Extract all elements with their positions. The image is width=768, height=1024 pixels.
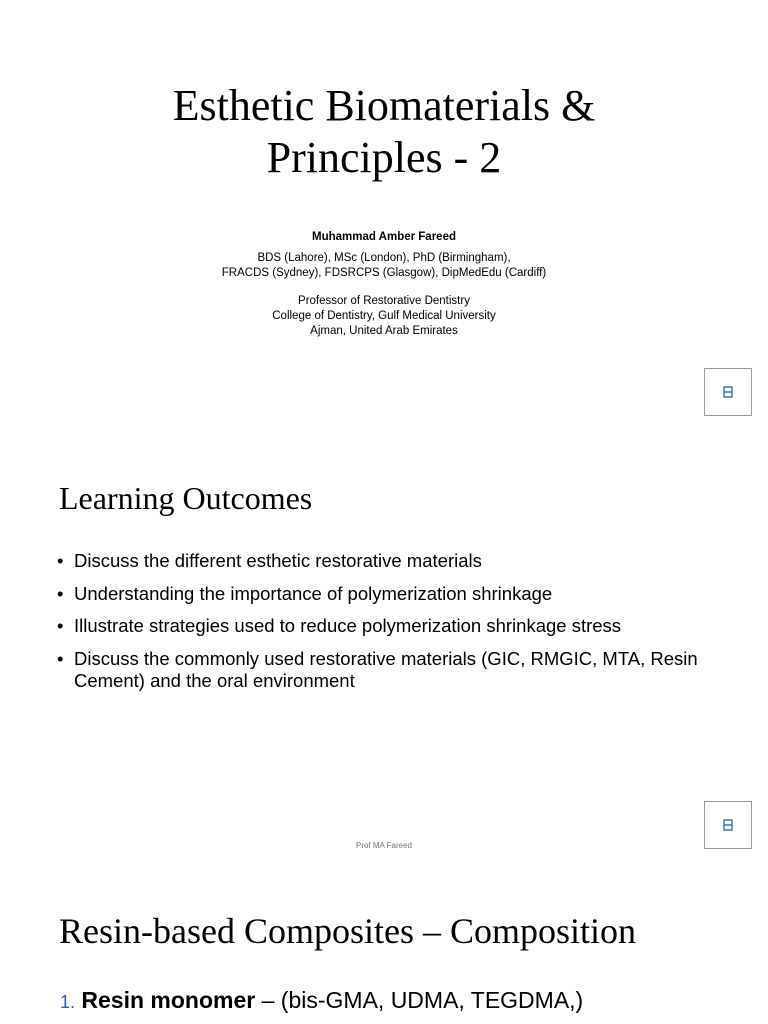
- title-line-1: Esthetic Biomaterials &: [172, 81, 596, 130]
- learning-outcomes-list: [57, 550, 717, 702]
- outcome-text: Discuss the different esthetic restorative materials: [74, 550, 482, 571]
- slide-1-notes-button[interactable]: [704, 368, 752, 416]
- bullet: •: [57, 615, 64, 636]
- slide-2-notes-button[interactable]: [704, 801, 752, 849]
- list-item: [57, 583, 717, 605]
- author-block: [0, 230, 768, 339]
- bullet: •: [57, 550, 64, 571]
- list-item: [57, 615, 717, 637]
- composition-heading: Resin-based Composites – Composition: [59, 911, 637, 951]
- learning-outcomes-heading: Learning Outcomes: [59, 480, 313, 516]
- notes-box-icon: [722, 386, 734, 398]
- outcome-text: Illustrate strategies used to reduce polymerization shrinkage stress: [74, 615, 622, 636]
- item-detail: – (bis-GMA, UDMA, TEGDMA,): [255, 987, 584, 1013]
- bullet: •: [57, 647, 64, 669]
- slide-title: [0, 80, 768, 184]
- slide-1: [0, 0, 768, 430]
- position-title: Professor of Restorative Dentistry: [298, 295, 470, 307]
- outcome-text: Discuss the commonly used restorative materials (GIC, RMGIC, MTA, Resin Cement) and the oral environment: [74, 647, 698, 691]
- list-item: [57, 550, 717, 572]
- affiliation: [0, 294, 768, 339]
- institution: College of Dentistry, Gulf Medical University: [272, 310, 496, 322]
- outcome-text: Understanding the importance of polymerization shrinkage: [74, 582, 553, 604]
- composition-item-1: [60, 985, 583, 1017]
- item-term: Resin monomer: [81, 987, 256, 1013]
- notes-box-icon: [722, 819, 734, 831]
- list-item: [57, 648, 717, 692]
- bullet: •: [57, 582, 64, 604]
- slide-footer: Prof MA Fareed: [355, 841, 413, 850]
- author-name: Muhammad Amber Fareed: [312, 231, 456, 243]
- title-line-2: Principles - 2: [266, 133, 502, 182]
- degrees-line-2: FRACDS (Sydney), FDSRCPS (Glasgow), DipMedEdu (Cardiff): [221, 267, 547, 279]
- location: Ajman, United Arab Emirates: [310, 325, 458, 337]
- item-number: 1.: [60, 992, 76, 1012]
- degrees-line-1: BDS (Lahore), MSc (London), PhD (Birmingham),: [257, 252, 511, 264]
